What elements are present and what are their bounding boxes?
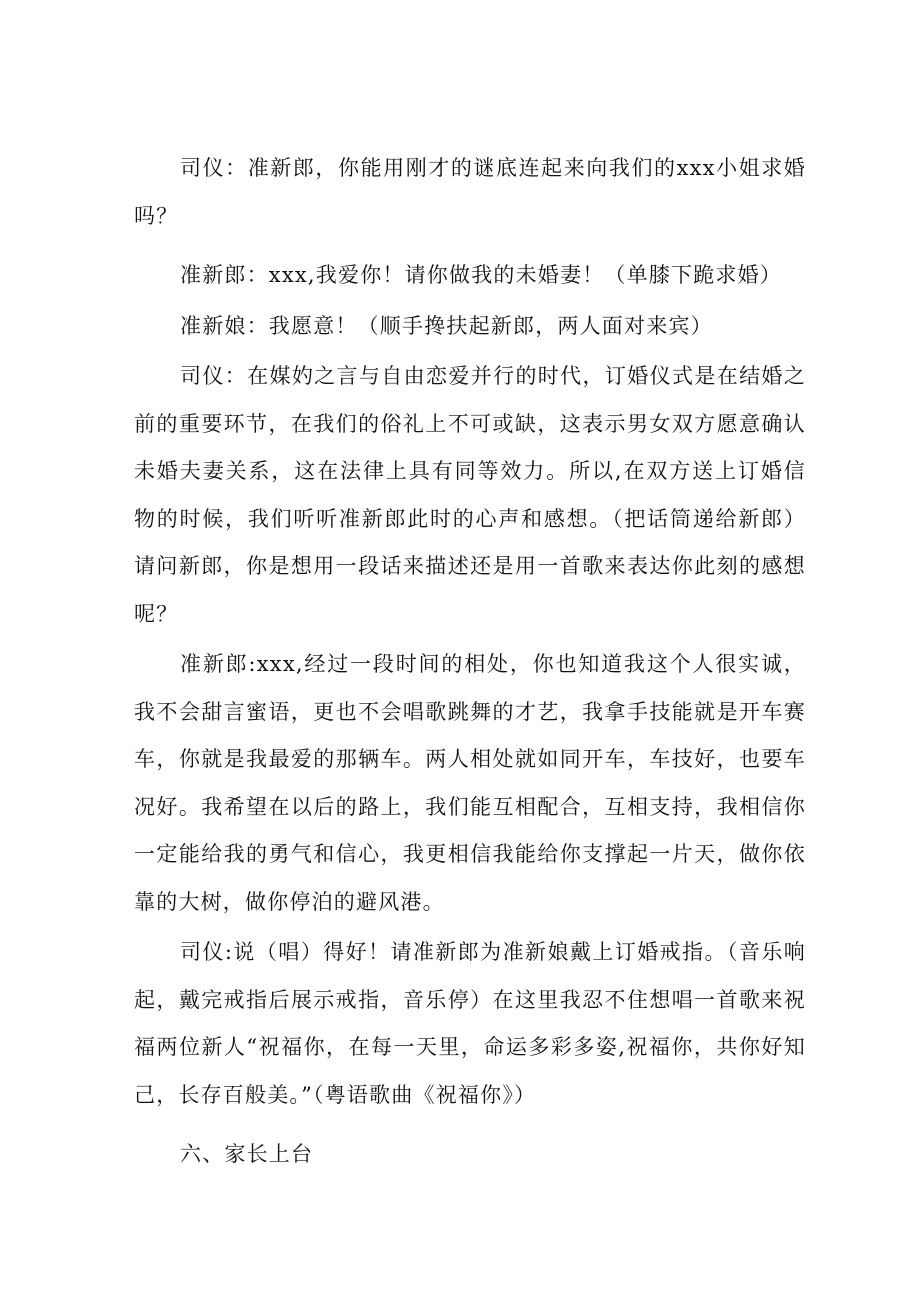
- paragraph-groom-proposal: 准新郎：xxx,我爱你！请你做我的未婚妻！（单膝下跪求婚）: [180, 263, 783, 287]
- paragraph-emcee-ring: 司仪:说（唱）得好！请准新郎为准新娘戴上订婚戒指。（音乐响起，戴完戒指后展示戒指，音乐停）在这里我忍不住想唱一首歌来祝福两位新人“祝福你，在每一天里，命运多彩多姿,祝福你，共你好知己，长存百般美。”（粤语歌曲《祝福你》）: [134, 940, 806, 1107]
- paragraph-emcee-question: 司仪：准新郎，你能用刚才的谜底连起来向我们的xxx小姐求婚吗？: [134, 156, 806, 228]
- paragraph-bride-answer: 准新娘：我愿意！（顺手搀扶起新郎，两人面对来宾）: [180, 313, 713, 338]
- document-body: [134, 145, 806, 1179]
- paragraph-groom-speech: 准新郎:xxx,经过一段时间的相处，你也知道我这个人很实诚，我不会甜言蜜语，更也不会唱歌跳舞的才艺，我拿手技能就是开车赛车，你就是我最爱的那辆车。两人相处就如同开车，车技好，也要车况好。我希望在以后的路上，我们能互相配合，互相支持，我相信你一定能给我的勇气和信心，我更相信我能给你支撑起一片天，做你依靠的大树，做你停泊的避风港。: [134, 652, 806, 914]
- section-heading-parents: 六、家长上台: [180, 1142, 314, 1166]
- paragraph-emcee-engagement: 司仪：在媒妁之言与自由恋爱并行的时代，订婚仪式是在结婚之前的重要环节，在我们的俗礼上不可或缺，这表示男女双方愿意确认未婚夫妻关系，这在法律上具有同等效力。所以,在双方送上订婚信物的时候，我们听听准新郎此时的心声和感想。（把话筒递给新郎）请问新郎，你是想用一段话来描述还是用一首歌来表达你此刻的感想呢？: [134, 364, 806, 626]
